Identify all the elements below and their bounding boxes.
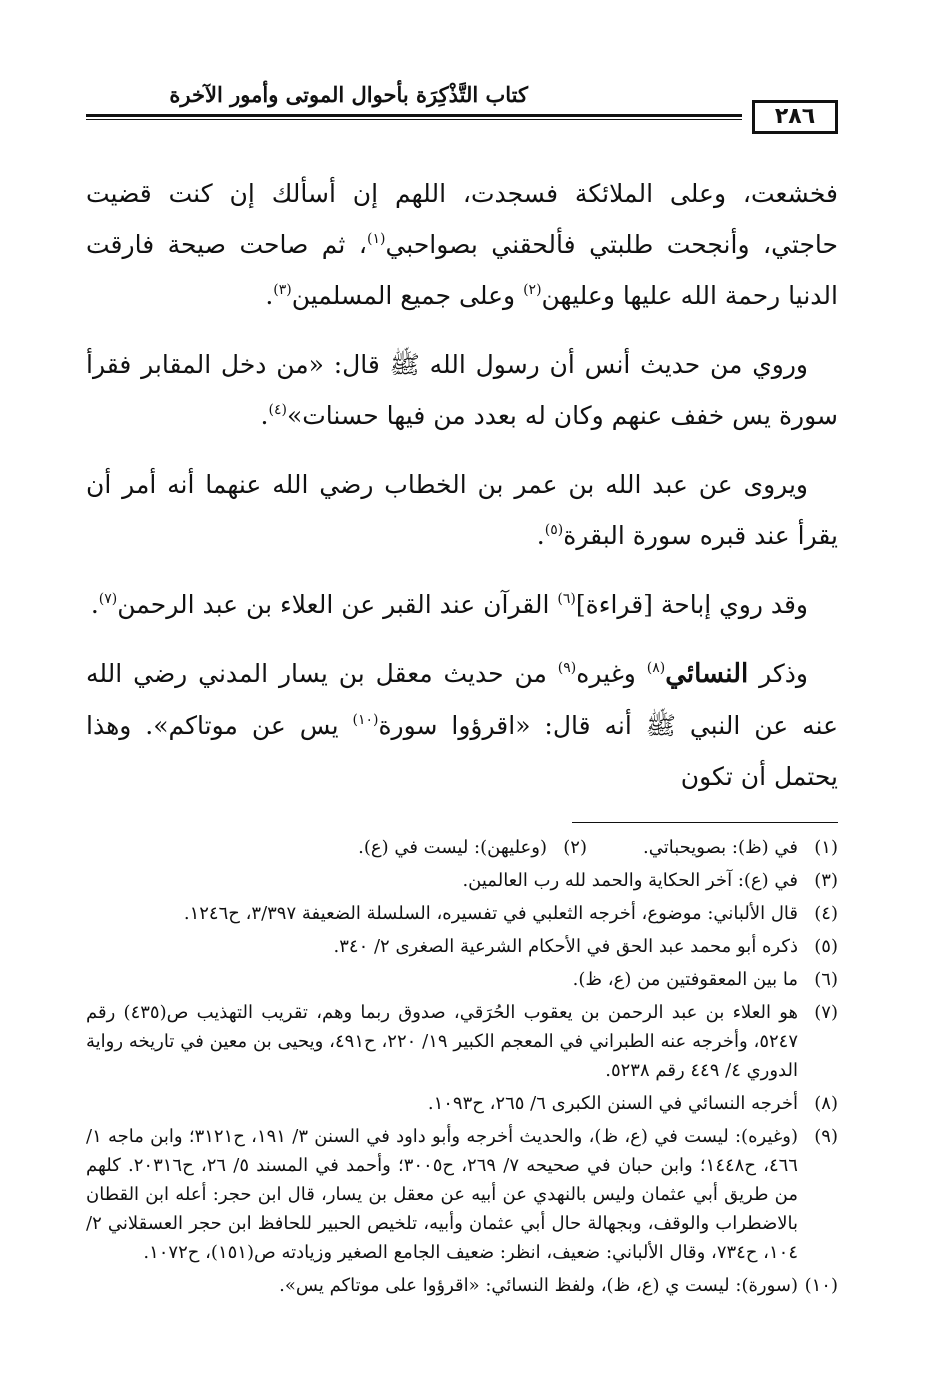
text: ويروى عن عبد الله بن عمر بن الخطاب رضي الله عنهما أنه أمر أن يقرأ عند قبره سورة البقرة [86, 470, 838, 550]
footnote [86, 1271, 838, 1300]
footnote-text: ذكره أبو محمد عبد الحق في الأحكام الشرعية الصغرى ٢/ ٣٤٠. [333, 936, 798, 957]
footnote [86, 866, 838, 895]
footnote [358, 833, 587, 862]
text: وغيره [576, 659, 647, 688]
footnote-pair [86, 833, 838, 866]
text: يس عن موتاكم». وهذا يحتمل أن تكون [86, 711, 838, 791]
footnote-text: هو العلاء بن عبد الرحمن بن يعقوب الحُرَقي، صدوق ربما وهم، تقريب التهذيب ص(٤٣٥) رقم ٥٢٤٧، وأخرجه عنه الطبراني في المعجم الكبير ١٩/ ٢٢٠، ح٤٩١، ويحيى بن معين في تاريخه رواية الدوري ٤/ ٤٤٩ رقم ٥٢٣٨. [86, 1002, 799, 1081]
footnotes [86, 833, 838, 1300]
footnote-number: (٧) [814, 1002, 838, 1023]
footnote-text: (وعليهن): ليست في (ع). [358, 837, 547, 858]
footnote-text: (سورة): ليست ي (ع، ظ)، ولفظ النسائي: «اقرؤوا على موتاكم يس». [279, 1275, 798, 1296]
footnote-ref: (٨) [646, 660, 666, 676]
footnote-ref: (٣) [273, 282, 292, 298]
footnote-number: (٢) [563, 837, 587, 858]
footnote-number: (٥) [814, 936, 838, 957]
footnote-number: (١) [814, 837, 838, 858]
main-text [86, 168, 838, 802]
footnote-text: ما بين المعقوفتين من (ع، ظ). [572, 969, 798, 990]
footnote-ref: (١) [366, 231, 386, 247]
footnote [86, 899, 838, 928]
text: . [260, 401, 269, 430]
text: وذكر [748, 659, 808, 688]
text: ، ثم صاحت صيحة فارقت الدنيا رحمة الله عليها وعليهن [86, 230, 838, 310]
footnote-number: (٦) [814, 969, 838, 990]
footnote-separator [572, 822, 838, 823]
footnote-text: (وغيره): ليست في (ع، ظ)، والحديث أخرجه وأبو داود في السنن ٣/ ١٩١، ح٣١٢١؛ وابن ماجه ١/ ٤٦٦، ح١٤٤٨؛ وابن حبان في صحيحه ٧/ ٢٦٩، ح٣٠٠٥؛ وأحمد في المسند ٥/ ٢٦، ح٢٠٣١٦. كلهم من طريق أبي عثمان وليس بالنهدي عن أبيه عن معقل بن يسار، قال ابن حجر: أعله ابن القطان بالاضطراب والوقف، وبجهالة حال أبي عثمان وأبيه، تلخيص الحبير للحافظ ابن حجر العسقلاني ٢/ ١٠٤، ح٧٣٤، وقال الألباني: ضعيف، انظر: ضعيف الجامع الصغير وزيادته ص(١٥١)، ح١٠٧٢. [86, 1126, 798, 1263]
footnote-ref: (٦) [557, 591, 576, 607]
footnote [86, 998, 838, 1085]
footnote-ref: (٢) [523, 282, 542, 298]
paragraph-4 [86, 579, 838, 630]
text: القرآن عند القبر عن العلاء بن عبد الرحمن [117, 590, 558, 619]
running-title: كتاب التَّذْكِرَة بأحوال الموتى وأمور الآخرة [169, 82, 528, 107]
text: . [265, 281, 274, 310]
footnote-ref: (٥) [544, 522, 564, 538]
footnote-number: (١٠) [804, 1275, 838, 1296]
footnote [643, 833, 838, 862]
footnote-number: (٤) [814, 903, 838, 924]
footnote-text: في (ع): آخر الحكاية والحمد لله رب العالمين. [462, 870, 798, 891]
text: وقد روي إباحة [قراءة] [575, 590, 808, 619]
footnote-number: (٨) [814, 1093, 838, 1114]
paragraph-2 [86, 339, 838, 441]
text: . [536, 521, 545, 550]
footnote-ref: (١٠) [352, 712, 379, 728]
footnote [86, 1122, 838, 1267]
footnote-ref: (٤) [268, 402, 287, 418]
book-page [86, 70, 838, 1304]
footnote-number: (٩) [814, 1126, 838, 1147]
text: وروي من حديث أنس أن رسول الله ﷺ قال: «من دخل المقابر فقرأ سورة يس خفف عنهم وكان له بعدد من فيها حسنات» [86, 350, 838, 430]
header-rule-thin [86, 119, 742, 120]
header-rule [86, 114, 742, 117]
paragraph-1 [86, 168, 838, 321]
page-number: ٢٨٦ [752, 100, 838, 134]
footnote-text: قال الألباني: موضوع، أخرجه الثعلبي في تفسيره، السلسلة الضعيفة ٣/٣٩٧، ح١٢٤٦. [183, 903, 798, 924]
paragraph-5 [86, 648, 838, 802]
footnote-number: (٣) [814, 870, 838, 891]
text: فخشعت، وعلى الملائكة فسجدت، اللهم إن أسألك إن كنت قضيت حاجتي، وأنجحت طلبتي فألحقني بصواحبي [86, 179, 838, 259]
author-name: النسائي [665, 659, 749, 689]
text: وعلى جميع المسلمين [291, 281, 524, 310]
footnote-text: أخرجه النسائي في السنن الكبرى ٦/ ٢٦٥، ح١٠٩٣. [427, 1093, 798, 1114]
footnote [86, 1089, 838, 1118]
footnote-text: في (ظ): بصويحباتي. [642, 837, 798, 858]
footnote [86, 932, 838, 961]
text: . [90, 590, 99, 619]
footnote-ref: (٩) [557, 660, 577, 676]
footnote-ref: (٧) [98, 591, 118, 607]
page-header [86, 70, 838, 134]
footnote [86, 965, 838, 994]
text: من حديث معقل بن يسار المدني رضي الله عنه عن النبي ﷺ أنه قال: «اقرؤوا سورة [86, 659, 838, 740]
paragraph-3 [86, 459, 838, 561]
